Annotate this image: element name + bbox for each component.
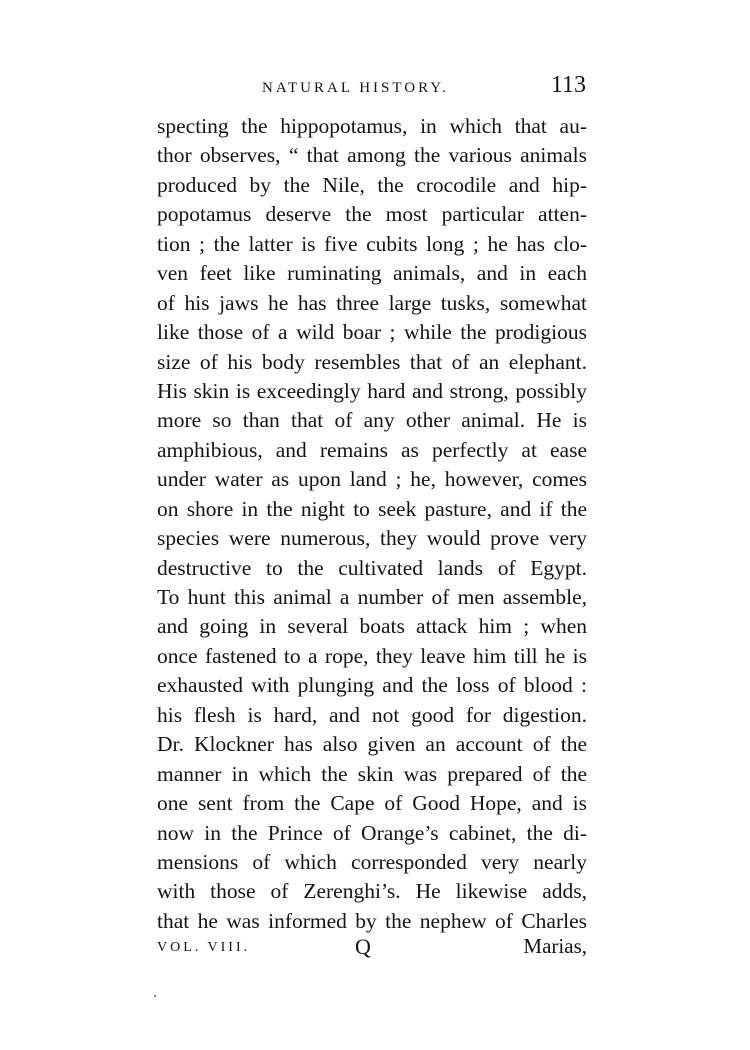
text-line: his flesh is hard, and not good for digestion. (157, 702, 587, 727)
running-head (262, 72, 586, 106)
text-line: ven feet like ruminating animals, and in each (157, 261, 587, 286)
text-line: more so than that of any other animal. He is (157, 408, 587, 433)
text-line: Dr. Klockner has also given an account of the (157, 732, 587, 757)
page-number: 113 (550, 72, 586, 98)
text-line: one sent from the Cape of Good Hope, and is (157, 791, 587, 816)
volume-signature: VOL. VIII. (157, 940, 251, 955)
text-line: and going in several boats attack him ; when (157, 614, 587, 639)
text-line: tion ; the latter is five cubits long ; he has clo- (157, 231, 587, 256)
text-line: To hunt this animal a number of men assemble, (157, 585, 587, 609)
body-text (157, 112, 587, 936)
page-footer (157, 934, 587, 964)
text-line: that he was informed by the nephew of Charles (157, 908, 587, 933)
text-line: now in the Prince of Orange’s cabinet, the di- (157, 820, 587, 845)
text-line: exhausted with plunging and the loss of blood : (157, 673, 587, 698)
text-line: on shore in the night to seek pasture, and if the (157, 496, 587, 521)
text-line: species were numerous, they would prove very (157, 526, 587, 551)
text-line: amphibious, and remains as perfectly at ease (157, 437, 587, 462)
text-line: His skin is exceedingly hard and strong, possibly (157, 378, 587, 403)
text-line: produced by the Nile, the crocodile and hip- (157, 172, 587, 197)
text-line: thor observes, “ that among the various animals (157, 143, 587, 168)
text-line: popotamus deserve the most particular atten- (157, 202, 587, 227)
text-line: size of his body resembles that of an elephant. (157, 349, 587, 374)
text-line: under water as upon land ; he, however, comes (157, 467, 587, 492)
text-line: once fastened to a rope, they leave him till he is (157, 643, 587, 668)
text-line: mensions of which corresponded very nearly (157, 849, 587, 874)
text-line: of his jaws he has three large tusks, somewhat (157, 290, 587, 315)
signature-mark: Q (355, 934, 371, 959)
text-line: with those of Zerenghi’s. He likewise adds, (157, 879, 587, 904)
text-line: specting the hippopotamus, in which that au- (157, 114, 587, 138)
text-line: manner in which the skin was prepared of the (157, 761, 587, 786)
running-title: NATURAL HISTORY. (262, 80, 449, 96)
text-line: like those of a wild boar ; while the prodigious (157, 320, 587, 345)
ink-speck (154, 995, 156, 997)
text-line: destructive to the cultivated lands of Egypt. (157, 555, 587, 580)
catchword: Marias, (523, 934, 587, 958)
